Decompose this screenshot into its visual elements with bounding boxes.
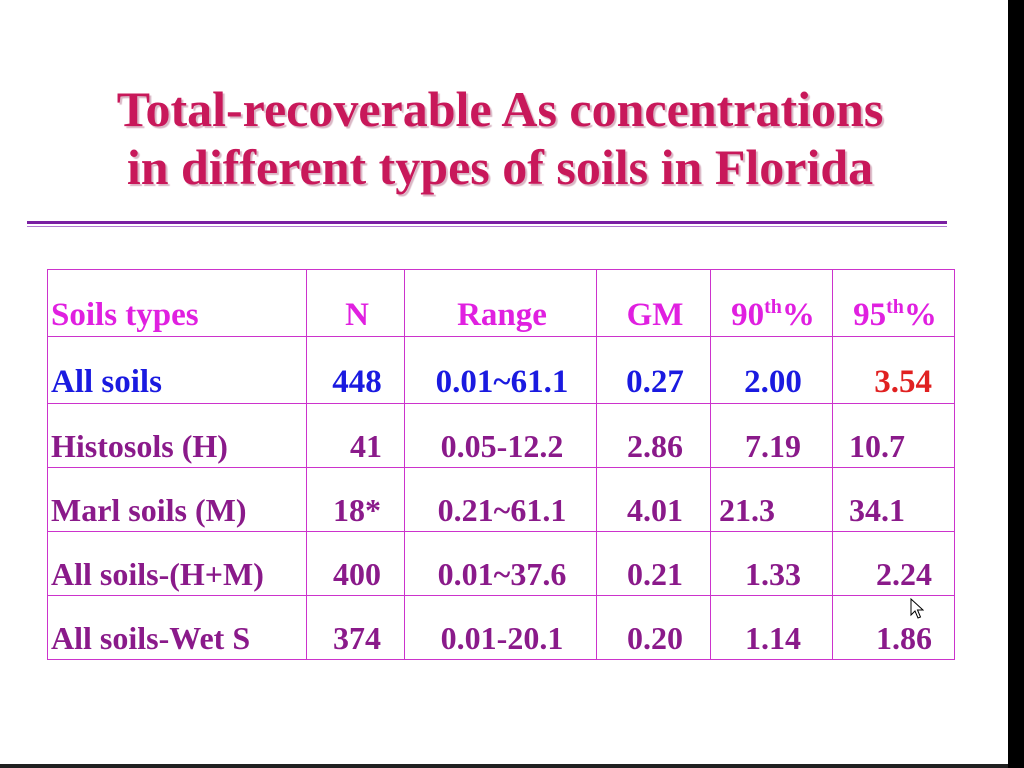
table-row <box>48 337 955 404</box>
cell-gm: 0.20 <box>597 596 711 660</box>
cell-gm: 2.86 <box>597 404 711 468</box>
table-row <box>48 596 955 660</box>
cell-n: 41 <box>307 404 405 468</box>
cell-gm: 4.01 <box>597 468 711 532</box>
screen-edge-bar <box>1008 0 1024 768</box>
cell-gm: 0.21 <box>597 532 711 596</box>
header-p90 <box>711 270 833 337</box>
slide-title <box>30 80 970 196</box>
cell-p90: 2.00 <box>711 337 833 404</box>
screen-bottom-edge <box>0 764 1008 768</box>
cell-p95: 3.54 <box>833 337 955 404</box>
table-row <box>48 532 955 596</box>
header-p95-suffix: th <box>886 296 904 318</box>
cell-p90: 21.3 <box>711 468 833 532</box>
cell-n: 448 <box>307 337 405 404</box>
mouse-pointer-icon <box>910 598 924 620</box>
arsenic-concentration-table <box>47 269 955 660</box>
cell-p90: 7.19 <box>711 404 833 468</box>
cell-soil-type: Marl soils (M) <box>48 468 307 532</box>
header-p95 <box>833 270 955 337</box>
cell-soil-type: All soils-(H+M) <box>48 532 307 596</box>
cell-soil-type: All soils <box>48 337 307 404</box>
header-n: N <box>307 270 405 337</box>
cell-range: 0.01~61.1 <box>405 337 597 404</box>
cell-gm: 0.27 <box>597 337 711 404</box>
cell-p95: 2.24 <box>833 532 955 596</box>
cell-p95: 10.7 <box>833 404 955 468</box>
cell-p95: 1.86 <box>833 596 955 660</box>
cell-p95: 34.1 <box>833 468 955 532</box>
slide-title-line-1: Total-recoverable As concentrations <box>116 81 884 137</box>
header-soil-type: Soils types <box>48 270 307 337</box>
cell-range: 0.21~61.1 <box>405 468 597 532</box>
cell-n: 18* <box>307 468 405 532</box>
title-divider-thin <box>27 226 947 227</box>
table-row <box>48 404 955 468</box>
cell-soil-type: Histosols (H) <box>48 404 307 468</box>
cell-range: 0.01~37.6 <box>405 532 597 596</box>
header-p90-percent: % <box>781 297 815 333</box>
header-p90-number: 90 <box>731 297 765 333</box>
cell-p90: 1.33 <box>711 532 833 596</box>
header-p95-percent: % <box>903 297 937 333</box>
header-p95-number: 95 <box>853 297 887 333</box>
cell-n: 374 <box>307 596 405 660</box>
cell-n: 400 <box>307 532 405 596</box>
table-header-row <box>48 270 955 337</box>
cell-soil-type: All soils-Wet S <box>48 596 307 660</box>
cell-range: 0.01-20.1 <box>405 596 597 660</box>
title-divider <box>27 221 947 224</box>
cell-range: 0.05-12.2 <box>405 404 597 468</box>
header-gm: GM <box>597 270 711 337</box>
slide-title-line-2: in different types of soils in Florida <box>126 139 874 195</box>
cell-p90: 1.14 <box>711 596 833 660</box>
header-range: Range <box>405 270 597 337</box>
header-p90-suffix: th <box>764 296 782 318</box>
table-row <box>48 468 955 532</box>
